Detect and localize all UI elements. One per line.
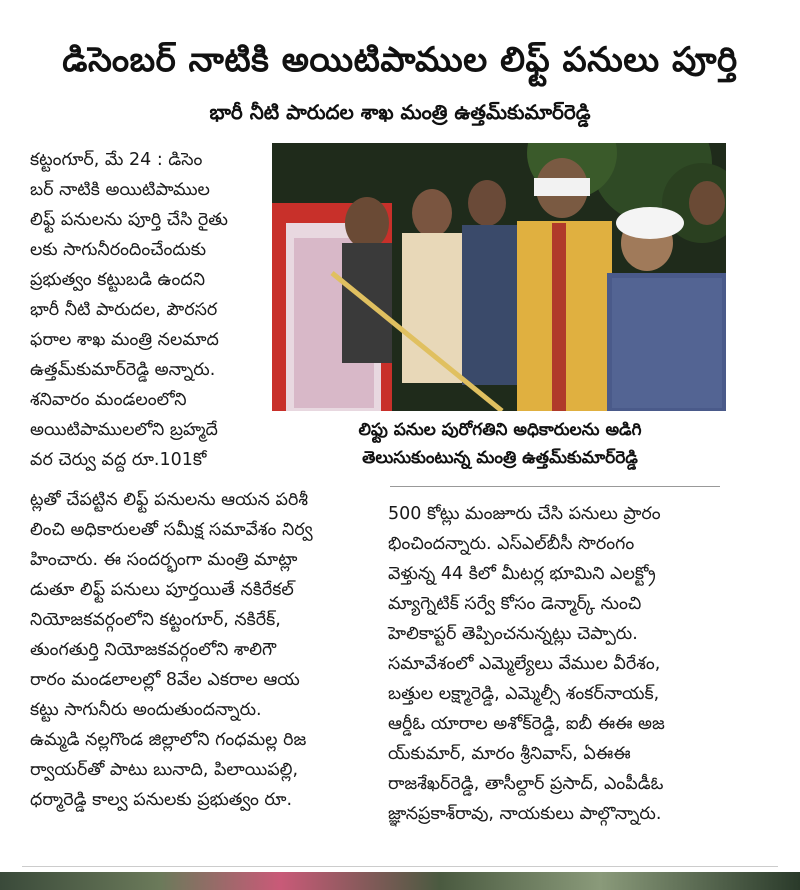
news-photo-illustration xyxy=(272,143,726,411)
left-column-bottom xyxy=(30,485,370,815)
text-line: శనివారం మండలంలోని xyxy=(30,390,187,410)
caption-line: లిఫ్టు పనుల పురోగతిని అధికారులను అడిగి xyxy=(358,420,642,440)
text-line: 500 కోట్లు మంజూరు చేసి పనులు ప్రారం xyxy=(388,504,661,524)
left-column-top xyxy=(30,145,262,475)
text-line: తుంగతుర్తి నియోజకవర్గంలోని శాలిగౌ xyxy=(30,640,277,660)
text-line: డుతూ లిఫ్ట్ పనులు పూర్తయితే నకిరేకల్ xyxy=(30,580,294,600)
text-line: నియోజకవర్గంలోని కట్టంగూర్, నకిరేక్, xyxy=(30,610,281,630)
divider xyxy=(390,486,720,487)
text-line: కట్టు సాగునీరు అందుతుందన్నారు. xyxy=(30,700,262,720)
text-line: వెళ్తున్న 44 కిలో మీటర్ల భూమిని ఎలక్ట్రో xyxy=(388,564,656,584)
text-line: భారీ నీటి పారుదల, పౌరసర xyxy=(30,300,218,320)
headline: డిసెంబర్ నాటికి అయిటిపాముల లిఫ్ట్ పనులు పూర్తి xyxy=(62,40,738,80)
text-line: రారం మండలాలల్లో 8వేల ఎకరాల ఆయ xyxy=(30,670,300,690)
right-column xyxy=(388,499,743,829)
text-line: కట్టంగూర్, మే 24 : డిసెం xyxy=(30,150,203,170)
adjacent-photo-strip xyxy=(0,872,800,890)
text-line: వర చెర్వు వద్ద రూ.101కో xyxy=(30,450,207,470)
text-line: హెలికాప్టర్ తెప్పించనున్నట్లు చెప్పారు. xyxy=(388,624,638,644)
text-line: ర్వాయర్‌తో పాటు బునాది, పిలాయిపల్లి, xyxy=(30,760,299,780)
text-line: ఆర్డీఓ యారాల అశోక్‌రెడ్డి, ఐబీ ఈఈ అజ xyxy=(388,714,665,734)
text-line: లించి అధికారులతో సమీక్ష సమావేశం నిర్వ xyxy=(30,520,313,540)
text-line: జ్ఞానప్రకాశ్‌రావు, నాయకులు పాల్గొన్నారు. xyxy=(388,804,662,824)
text-line: రాజశేఖర్‌రెడ్డి, తాసీల్దార్ ప్రసాద్, ఎంపీడీఓ xyxy=(388,774,664,794)
text-line: ఉమ్మడి నల్లగొండ జిల్లాలోని గంధమల్ల రిజ xyxy=(30,730,307,750)
text-line: ఫరాల శాఖ మంత్రి నలమాద xyxy=(30,330,219,350)
text-line: లిఫ్ట్ పనులను పూర్తి చేసి రైతు xyxy=(30,210,228,230)
text-line: లకు సాగునీరందించేందుకు xyxy=(30,240,206,260)
text-line: హించారు. ఈ సందర్భంగా మంత్రి మాట్లా xyxy=(30,550,298,570)
footer-divider xyxy=(22,866,778,867)
text-line: అయిటిపాములలోని బ్రహ్మదే xyxy=(30,420,218,440)
text-line: ఉత్తమ్‌కుమార్‌రెడ్డి అన్నారు. xyxy=(30,360,216,380)
text-line: ప్రభుత్వం కట్టుబడి ఉందని xyxy=(30,270,206,290)
text-line: ధర్మారెడ్డి కాల్వ పనులకు ప్రభుత్వం రూ. xyxy=(30,790,293,810)
text-line: మ్యాగ్నెటిక్ సర్వే కోసం డెన్మార్క్ నుంచి xyxy=(388,594,642,614)
subheadline: భారీ నీటి పారుదల శాఖ మంత్రి ఉత్తమ్‌కుమార్‌రెడ్డి xyxy=(209,100,591,124)
text-line: సమావేశంలో ఎమ్మెల్యేలు వేముల వీరేశం, xyxy=(388,654,661,674)
text-line: బర్ నాటికి అయిటిపాముల xyxy=(30,180,210,200)
text-line: బత్తుల లక్ష్మారెడ్డి, ఎమ్మెల్సీ శంకర్‌నాయక్, xyxy=(388,684,660,704)
text-line: ట్లతో చేపట్టిన లిఫ్ట్ పనులను ఆయన పరిశీ xyxy=(30,490,308,510)
text-line: భించిందన్నారు. ఎస్ఎల్‌బీసీ సొరంగం xyxy=(388,534,635,554)
text-line: య్‌కుమార్, మారం శ్రీనివాస్, ఏఈఈ xyxy=(388,744,631,764)
news-photo xyxy=(272,143,726,411)
caption-line: తెలుసుకుంటున్న మంత్రి ఉత్తమ్‌కుమార్‌రెడ్డి xyxy=(362,448,638,468)
photo-caption xyxy=(300,416,700,472)
